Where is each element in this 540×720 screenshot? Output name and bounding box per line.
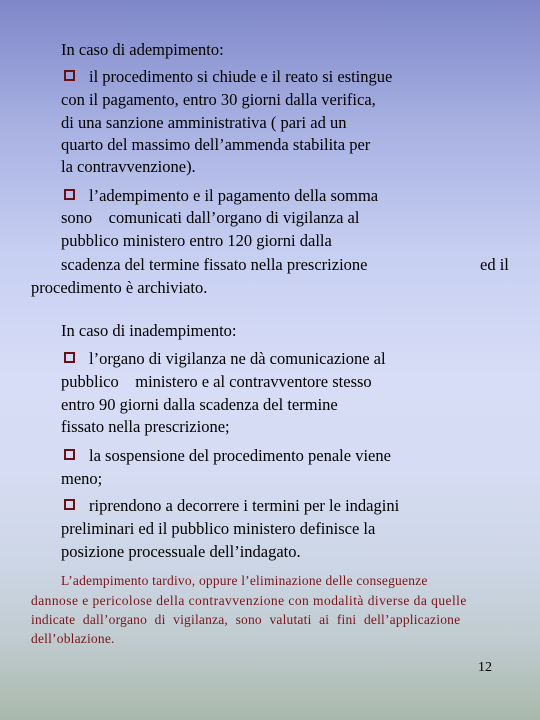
checkbox-bullet-icon <box>64 352 75 363</box>
bullet-text-line: meno; <box>61 469 103 488</box>
bullet-text-line: l’adempimento e il pagamento della somma <box>89 186 379 205</box>
bullet-text-line: pubblico ministero entro 120 giorni dalla <box>61 231 332 250</box>
bullet-text-line: scadenza del termine fissato nella prescrizione <box>61 255 368 274</box>
bullet-text-line: di una sanzione amministrativa ( pari ad un <box>61 113 347 132</box>
heading-adempimento: In caso di adempimento: <box>61 40 224 59</box>
checkbox-bullet-icon <box>64 449 75 460</box>
checkbox-bullet-icon <box>64 499 75 510</box>
bullet-text-line: sono comunicati dall’organo di vigilanza al <box>61 208 360 227</box>
note-line: dell’oblazione. <box>31 631 115 646</box>
note-line: indicate dall’organo di vigilanza, sono valutati ai fini dell’applicazione <box>31 612 461 627</box>
bullet-text-line: il procedimento si chiude e il reato si estingue <box>89 67 393 86</box>
bullet-text-tail: ed il <box>480 255 509 274</box>
bullet-text-line: l’organo di vigilanza ne dà comunicazione al <box>89 349 386 368</box>
bullet-text-line: la contravvenzione). <box>61 157 196 176</box>
bullet-text-line: fissato nella prescrizione; <box>61 417 230 436</box>
bullet-text-line: la sospensione del procedimento penale viene <box>89 446 391 465</box>
bullet-text-line: con il pagamento, entro 30 giorni dalla verifica, <box>61 90 376 109</box>
note-line: dannose e pericolose della contravvenzione con modalità diverse da quelle <box>31 593 467 608</box>
note-line: L’adempimento tardivo, oppure l’eliminazione delle conseguenze <box>61 573 428 588</box>
bullet-text-line: posizione processuale dell’indagato. <box>61 542 301 561</box>
bullet-text-line: preliminari ed il pubblico ministero definisce la <box>61 519 376 538</box>
checkbox-bullet-icon <box>64 189 75 200</box>
bullet-text-line: riprendono a decorrere i termini per le indagini <box>89 496 400 515</box>
bullet-text-line: procedimento è archiviato. <box>31 278 208 297</box>
bullet-text-line: pubblico ministero e al contravventore stesso <box>61 372 372 391</box>
bullet-text-line: entro 90 giorni dalla scadenza del termine <box>61 395 338 414</box>
checkbox-bullet-icon <box>64 70 75 81</box>
bullet-text-line: quarto del massimo dell’ammenda stabilita per <box>61 135 371 154</box>
page-number: 12 <box>478 660 492 675</box>
heading-inadempimento: In caso di inadempimento: <box>61 321 237 340</box>
